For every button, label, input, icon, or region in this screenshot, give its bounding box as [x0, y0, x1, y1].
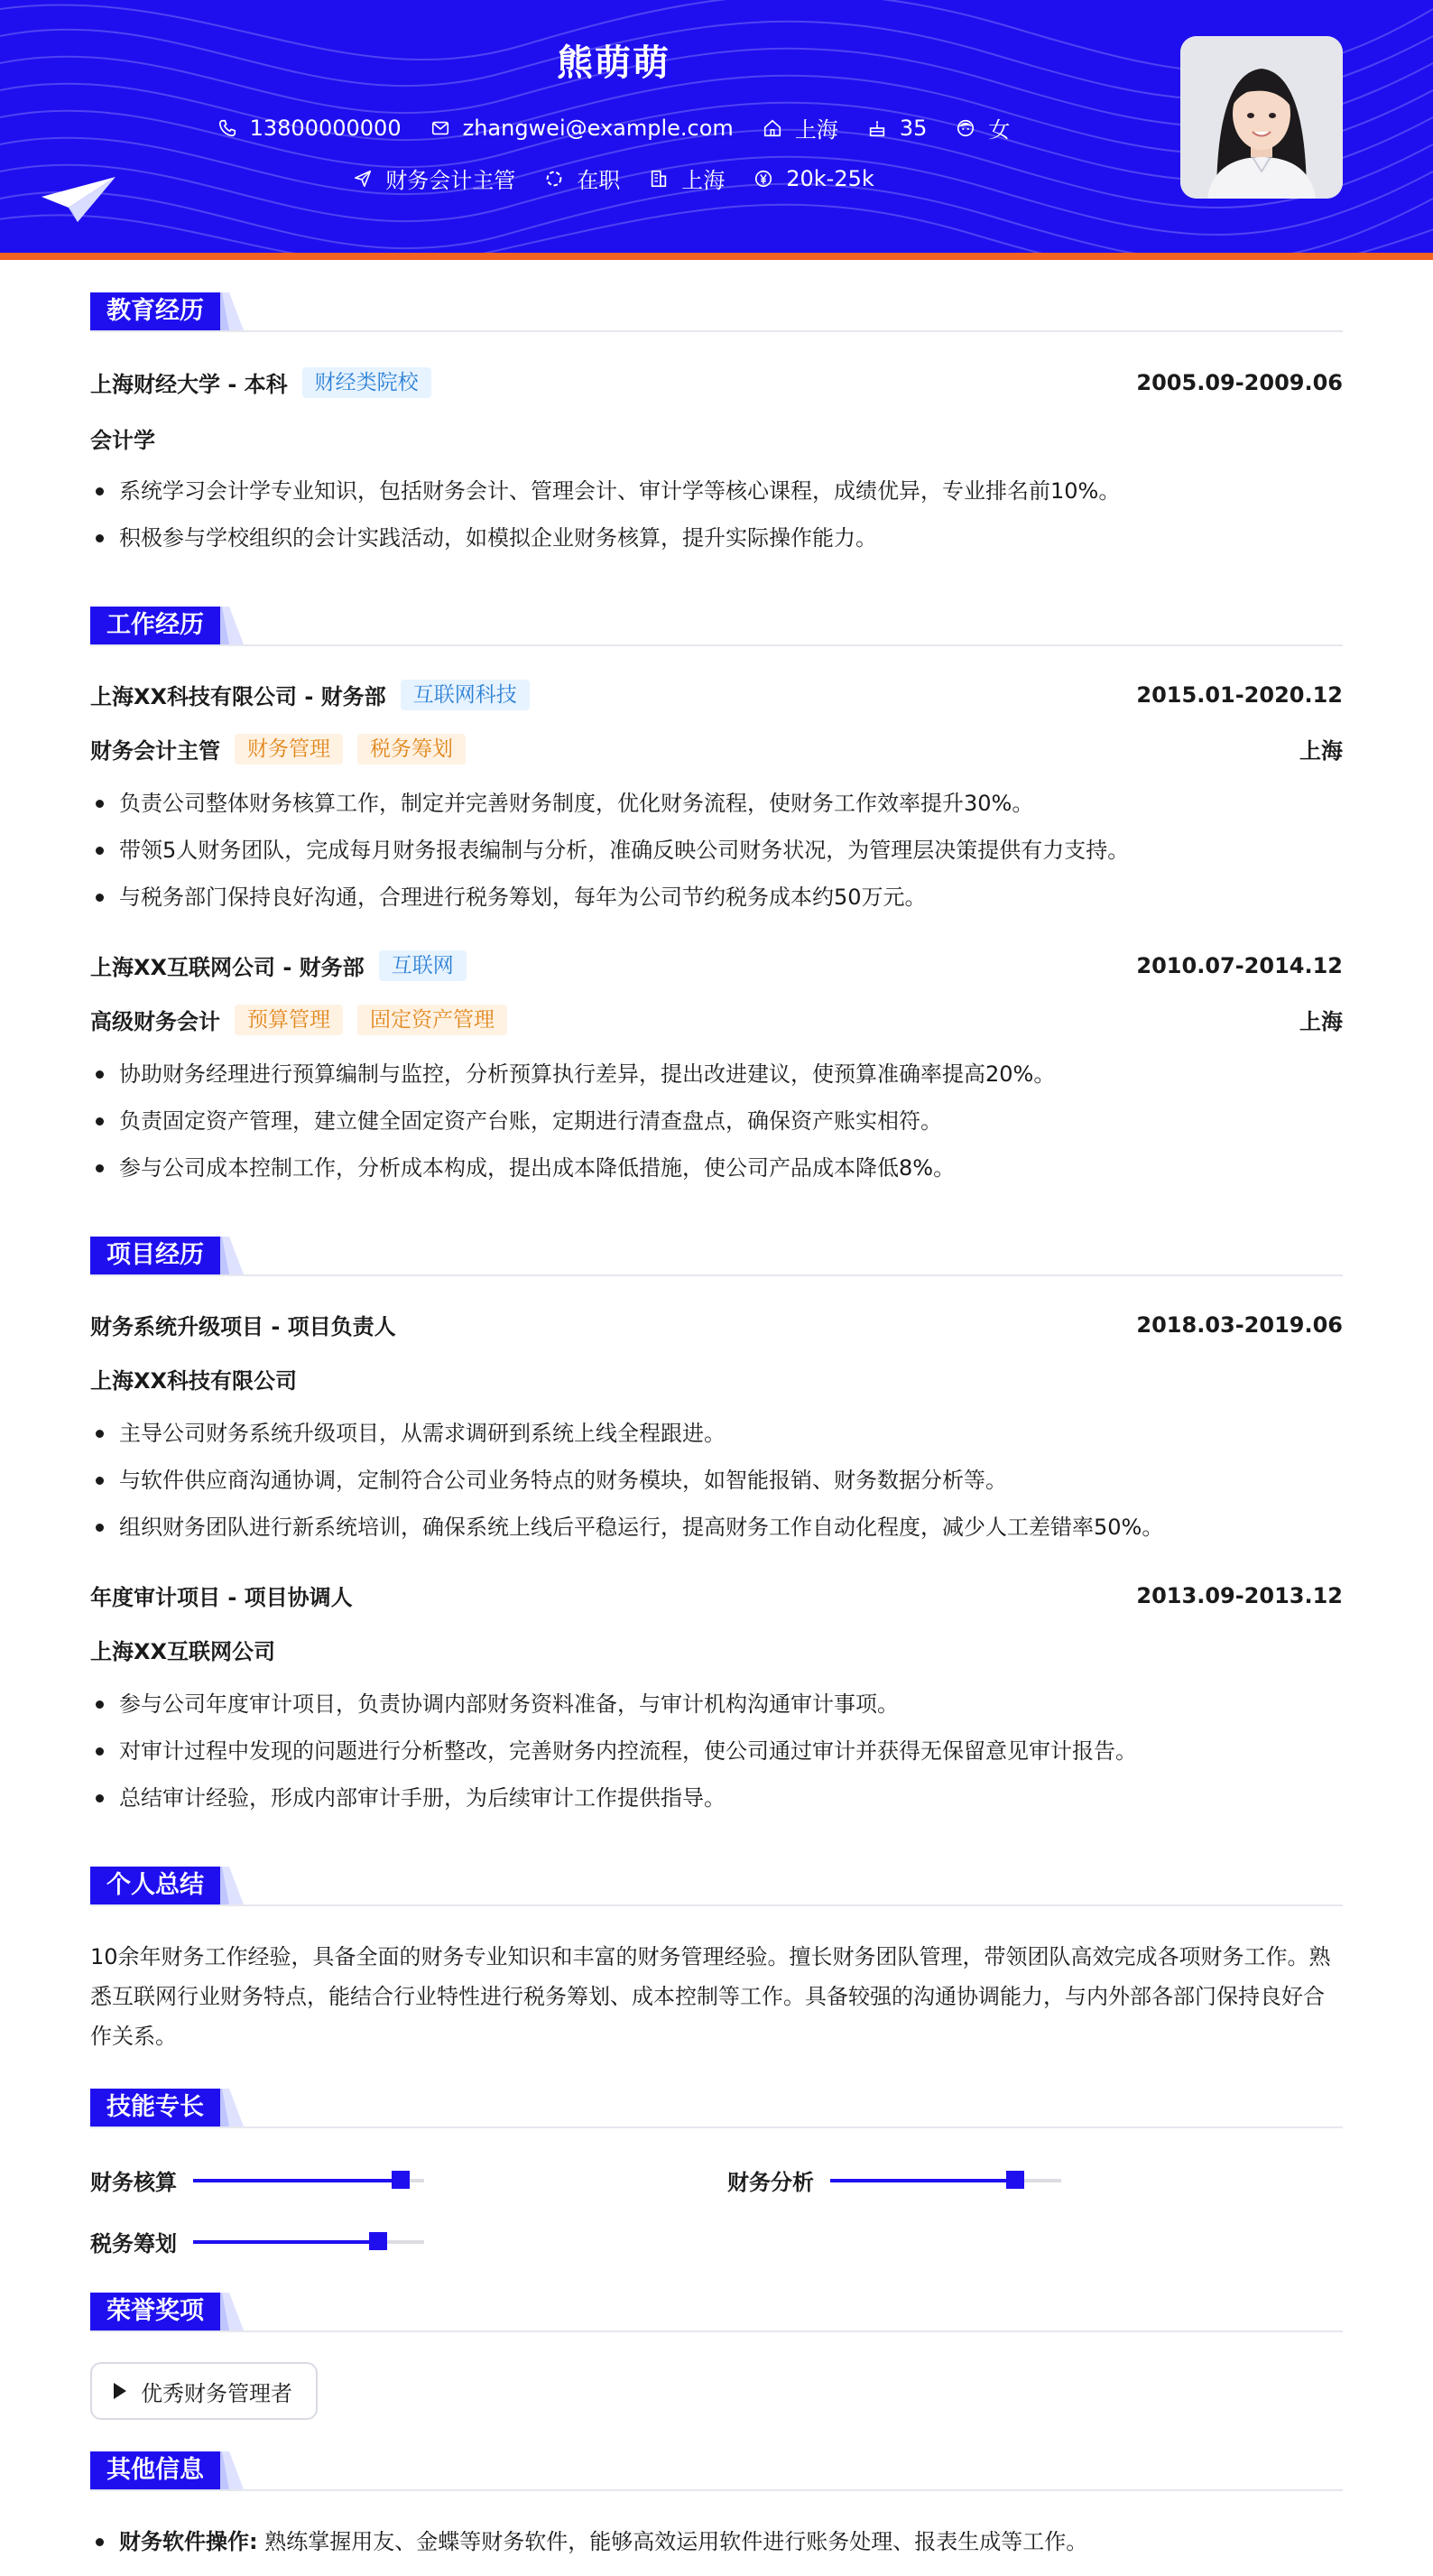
avatar — [1180, 36, 1343, 199]
section-title-tail — [217, 607, 247, 644]
email-value: zhangwei@example.com — [462, 115, 734, 141]
list-item: 组织财务团队进行新系统培训，确保系统上线后平稳运行，提高财务工作自动化程度，减少人工差错率50%。 — [90, 1504, 1343, 1551]
section-title-projects — [90, 1237, 247, 1274]
city-info — [763, 112, 838, 144]
company-name: 上海XX互联网公司 - 财务部 — [90, 955, 365, 980]
list-item: 带领5人财务团队，完成每月财务报表编制与分析，准确反映公司财务状况，为管理层决策提供有力支持。 — [90, 827, 1343, 874]
phone-icon — [217, 118, 237, 138]
section-title-education — [90, 292, 247, 330]
job-role: 财务会计主管 — [90, 738, 220, 764]
project-company: 上海XX科技有限公司 — [90, 1368, 298, 1394]
project-company-row — [90, 1363, 1343, 1395]
skill-tag: 财务管理 — [235, 734, 343, 764]
person-face-icon — [956, 118, 975, 138]
status-ring-icon — [544, 169, 564, 189]
job-date: 2010.07-2014.12 — [1136, 952, 1343, 978]
skill-fill — [830, 2179, 1015, 2182]
section-divider — [90, 1904, 1343, 1906]
project-bullets — [90, 1681, 1343, 1821]
home-icon — [763, 118, 782, 138]
skill-tag: 固定资产管理 — [357, 1005, 507, 1035]
skill-knob — [1006, 2171, 1024, 2189]
section-title-tail — [217, 1867, 247, 1904]
job-bullets — [90, 780, 1343, 921]
school-name: 上海财经大学 - 本科 — [90, 372, 288, 397]
summary-line: 作关系。 — [90, 2024, 177, 2049]
section-title-text: 教育经历 — [90, 292, 220, 330]
age-info — [867, 116, 928, 141]
job-header-row — [90, 950, 1343, 981]
list-item: 参与公司年度审计项目，负责协调内部财务资料准备，与审计机构沟通审计事项。 — [90, 1681, 1343, 1728]
section-title-skills — [90, 2089, 247, 2127]
list-item: 总结审计经验，形成内部审计手册，为后续审计工作提供指导。 — [90, 1774, 1343, 1821]
section-title-tail — [217, 2089, 247, 2127]
honor-badge — [90, 2362, 318, 2420]
candidate-name: 熊萌萌 — [557, 42, 670, 84]
skill-tag: 税务筹划 — [357, 734, 466, 764]
summary-text — [90, 1937, 1343, 2056]
education-date: 2005.09-2009.06 — [1136, 369, 1343, 395]
skill-fill — [193, 2240, 378, 2244]
salary-value: 20k-25k — [786, 165, 874, 191]
job-role-row — [90, 1004, 1343, 1035]
skill-track — [193, 2240, 424, 2244]
phone-info — [217, 116, 402, 141]
list-item — [90, 2518, 1343, 2565]
job-role: 高级财务会计 — [90, 1009, 220, 1034]
list-item: 负责公司整体财务核算工作，制定并完善财务制度，优化财务流程，使财务工作效率提升30%。 — [90, 780, 1343, 827]
project-date: 2013.09-2013.12 — [1136, 1582, 1343, 1608]
building-icon — [649, 169, 669, 189]
section-divider — [90, 330, 1343, 332]
section-title-work — [90, 607, 247, 644]
project-name: 年度审计项目 - 项目协调人 — [90, 1585, 353, 1610]
industry-tag: 互联网科技 — [401, 680, 530, 710]
section-divider — [90, 644, 1343, 646]
section-title-summary — [90, 1867, 247, 1904]
list-item: 积极参与学校组织的会计实践活动，如模拟企业财务核算，提升实际操作能力。 — [90, 514, 1343, 561]
section-title-text: 工作经历 — [90, 607, 220, 644]
list-item: 主导公司财务系统升级项目，从需求调研到系统上线全程跟进。 — [90, 1410, 1343, 1457]
skill-item — [90, 2164, 424, 2196]
status-value: 在职 — [577, 168, 621, 193]
honor-name: 优秀财务管理者 — [141, 2380, 292, 2406]
project-name: 财务系统升级项目 - 项目负责人 — [90, 1314, 396, 1339]
skill-item — [90, 2226, 424, 2257]
skill-track — [193, 2179, 424, 2182]
education-header-row — [90, 366, 1343, 398]
skill-knob — [392, 2171, 410, 2189]
school-tag: 财经类院校 — [302, 367, 431, 398]
list-item: 与软件供应商沟通协调，定制符合公司业务特点的财务模块，如智能报销、财务数据分析等。 — [90, 1457, 1343, 1504]
section-title-tail — [217, 1237, 247, 1274]
section-title-text: 个人总结 — [90, 1867, 220, 1904]
phone-value: 13800000000 — [249, 115, 402, 141]
other-info-list — [90, 2518, 1343, 2565]
position-value: 财务会计主管 — [385, 168, 516, 193]
skill-fill — [193, 2179, 401, 2182]
list-item: 协助财务经理进行预算编制与监控，分析预算执行差异，提出改进建议，使预算准确率提高20%。 — [90, 1051, 1343, 1098]
job-header-row — [90, 679, 1343, 710]
other-info-label: 财务软件操作: — [119, 2529, 258, 2554]
section-title-text: 荣誉奖项 — [90, 2293, 220, 2330]
section-title-other — [90, 2451, 247, 2489]
job-city: 上海 — [1299, 738, 1343, 764]
skill-track — [830, 2179, 1061, 2182]
mail-icon — [430, 118, 450, 138]
job-role-row — [90, 733, 1343, 764]
contact-info-row — [0, 112, 1227, 144]
section-title-honors — [90, 2293, 247, 2330]
summary-line: 10余年财务工作经验，具备全面的财务专业知识和丰富的财务管理经验。擅长财务团队管理，带领团队高效完成各项财务工作。熟 — [90, 1944, 1331, 1969]
skill-name: 财务核算 — [90, 2170, 177, 2195]
gender-value: 女 — [988, 117, 1011, 143]
section-title-text: 其他信息 — [90, 2451, 220, 2489]
section-title-tail — [217, 2451, 247, 2489]
section-divider — [90, 1274, 1343, 1276]
skill-name: 税务筹划 — [90, 2231, 177, 2256]
status-info — [544, 162, 620, 194]
project-header-row — [90, 1580, 1343, 1611]
yuan-coin-icon — [753, 169, 773, 189]
job-bullets — [90, 1051, 1343, 1191]
gender-info — [956, 112, 1010, 144]
job-info-row — [0, 162, 1227, 194]
email-info — [430, 116, 734, 141]
section-title-text: 项目经历 — [90, 1237, 220, 1274]
list-item: 与税务部门保持良好沟通，合理进行税务筹划，每年为公司节约税务成本约50万元。 — [90, 874, 1343, 921]
project-bullets — [90, 1410, 1343, 1551]
list-item: 负责固定资产管理，建立健全固定资产台账，定期进行清查盘点，确保资产账实相符。 — [90, 1098, 1343, 1144]
section-divider — [90, 2489, 1343, 2491]
project-company: 上海XX互联网公司 — [90, 1639, 276, 1664]
section-divider — [90, 2127, 1343, 2128]
section-title-text: 技能专长 — [90, 2089, 220, 2127]
list-item: 系统学习会计学专业知识，包括财务会计、管理会计、审计学等核心课程，成绩优异，专业排名前10%。 — [90, 468, 1343, 514]
age-value: 35 — [899, 115, 928, 141]
portrait-photo — [1180, 36, 1343, 199]
other-info-text: 熟练掌握用友、金蝶等财务软件，能够高效运用软件进行账务处理、报表生成等工作。 — [264, 2529, 1088, 2554]
summary-line: 悉互联网行业财务特点，能结合行业特性进行税务筹划、成本控制等工作。具备较强的沟通协调能力，与内外部各部门保持良好合 — [90, 1984, 1325, 2009]
send-icon — [353, 169, 373, 189]
industry-tag: 互联网 — [379, 950, 467, 981]
project-header-row — [90, 1309, 1343, 1340]
project-company-row — [90, 1634, 1343, 1665]
work-city-value: 上海 — [681, 168, 726, 193]
position-info — [353, 162, 515, 194]
skill-tag: 预算管理 — [235, 1005, 343, 1035]
city-value: 上海 — [794, 117, 838, 143]
skill-item — [727, 2164, 1061, 2196]
salary-info — [753, 166, 874, 191]
major-name: 会计学 — [90, 428, 155, 453]
section-title-tail — [217, 2293, 247, 2330]
job-city: 上海 — [1299, 1009, 1343, 1034]
play-triangle-icon — [114, 2383, 126, 2399]
company-name: 上海XX科技有限公司 - 财务部 — [90, 684, 386, 709]
skill-name: 财务分析 — [727, 2170, 814, 2195]
skill-knob — [369, 2232, 387, 2250]
cake-icon — [867, 118, 887, 138]
education-bullets — [90, 468, 1343, 561]
project-date: 2018.03-2019.06 — [1136, 1311, 1343, 1338]
list-item: 对审计过程中发现的问题进行分析整改，完善财务内控流程，使公司通过审计并获得无保留意见审计报告。 — [90, 1728, 1343, 1774]
education-major-row — [90, 422, 1343, 454]
job-date: 2015.01-2020.12 — [1136, 681, 1343, 708]
section-title-tail — [217, 292, 247, 330]
work-city-info — [649, 162, 725, 194]
header-accent-bar — [0, 253, 1433, 260]
list-item: 参与公司成本控制工作，分析成本构成，提出成本降低措施，使公司产品成本降低8%。 — [90, 1144, 1343, 1191]
section-divider — [90, 2330, 1343, 2332]
resume-header — [0, 0, 1433, 253]
